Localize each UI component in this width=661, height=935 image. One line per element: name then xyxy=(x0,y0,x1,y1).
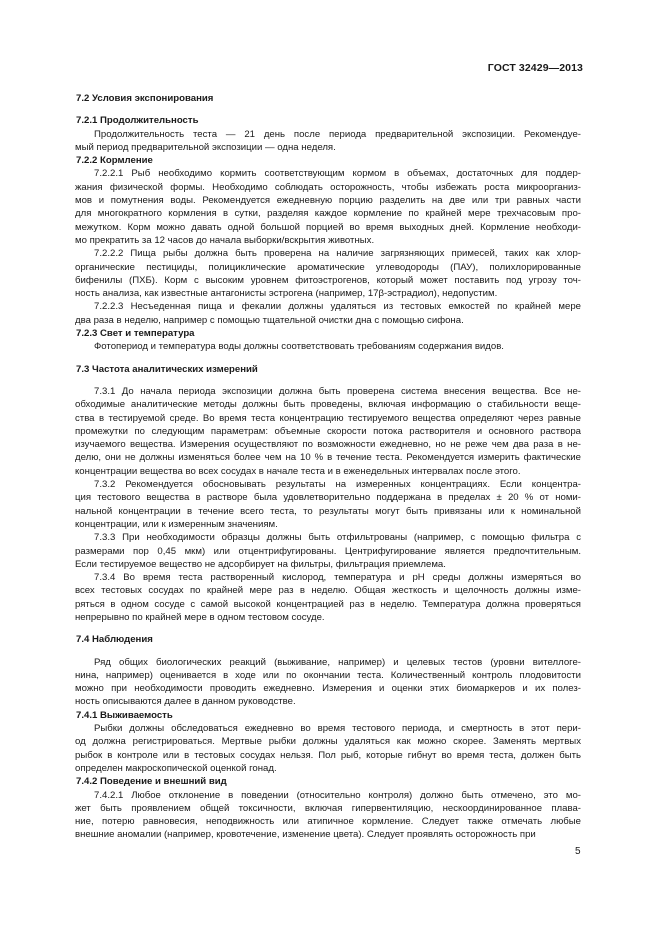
text-line: 7.3.2 Рекомендуется обосновывать результаты на измеренных концентрациях. Если концентра- xyxy=(94,479,581,491)
section-gap xyxy=(75,624,581,633)
text-line: жания физической формы. Необходимо соблюдать осторожность, чтобы избежать роста микроорганиз- xyxy=(75,181,581,193)
section-gap xyxy=(75,354,581,363)
text-line: межутком. Корм можно давать одной большой порцией во время выходных дней. Кормление необходи- xyxy=(75,221,581,233)
text-line: всех тестовых сосудах по крайней мере раз в неделю. Общая жесткость и щелочность должны изме- xyxy=(75,585,581,597)
text-line: бифенилы (ПХБ). Корм с высоким уровнем фитоэстрогенов, который может поставить под угрозу точ- xyxy=(75,274,581,286)
text-line: жет быть проявлением общей токсичности, включая гипервентиляцию, нескоординированное плава- xyxy=(75,802,581,814)
text-line: можно при необходимости проводить ежедневно. Измерения и оценки этих биомаркеров и их полез- xyxy=(75,683,581,695)
text-line: ние, потерю равновесия, неподвижность или атипичное кормление. Следует также отмечать любые xyxy=(75,816,581,828)
text-line: обходимые аналитические методы должны быть проведены, включая информацию о стабильности веще- xyxy=(75,399,581,411)
text-line: нальной концентрации в течение всего теста, то результаты могут быть привязаны или к номинальной xyxy=(75,505,581,517)
standard-number: ГОСТ 32429—2013 xyxy=(487,62,583,74)
paragraph xyxy=(75,478,581,531)
text-line: 7.4.2.1 Любое отклонение в поведении (относительно контроля) должно быть отмечено, это мо- xyxy=(94,789,581,801)
paragraph xyxy=(75,300,581,327)
paragraph xyxy=(75,385,581,478)
paragraph xyxy=(75,571,581,624)
text-line: для многократного кормления в сутки, разделяя каждое кормление по крайней мере трехчасовым про- xyxy=(75,208,581,220)
text-line: органические пестициды, полициклические ароматические углеводороды (ПАУ), полихлорированные xyxy=(75,261,581,273)
subsection-heading: 7.4.1 Выживаемость xyxy=(76,709,173,721)
text-line: размерами пор 0,45 мкм) или отцентрифугированы. Центрифугирование является предпочтительным. xyxy=(75,545,581,557)
text-line: ряться в одном сосуде с самой высокой концентрацией раз в неделю. Температура должна проверяться xyxy=(75,598,581,610)
text-line: нина, например) оценивается в ходе или по окончании теста. Количественный контроль плодовитости xyxy=(75,669,581,681)
document-body xyxy=(75,92,581,842)
paragraph xyxy=(75,340,581,353)
text-line: рыбок в контроле или в тестовых сосудах нельзя. Пол рыб, которые гибнут во время теста, должен быть xyxy=(75,749,581,761)
text-line: 7.3.3 При необходимости образцы должны быть отфильтрованы (например, с помощью фильтра с xyxy=(94,532,581,544)
paragraph xyxy=(75,167,581,247)
text-line: делю, они не должны изменяться более чем на 10 % в течение теста. Рекомендуется измерить фактические xyxy=(75,452,581,464)
text-line: Ряд общих биологических реакций (выживание, например) и целевых тестов (уровни вителлоге- xyxy=(94,656,581,668)
section-gap xyxy=(75,647,581,656)
subsection-heading: 7.2.2 Кормление xyxy=(76,155,153,167)
text-line: определен макроскопической оценкой гонад. xyxy=(75,762,277,774)
paragraph xyxy=(75,128,581,155)
subsection-heading: 7.2.1 Продолжительность xyxy=(76,115,199,127)
section-gap xyxy=(75,105,581,114)
text-line: 7.2.2.3 Несъеденная пища и фекалии должны удаляться из тестовых емкостей по крайней мере xyxy=(94,301,581,313)
text-line: Рыбки должны обследоваться ежедневно во время тестового периода, и смертность в этот пери- xyxy=(94,723,581,735)
text-line: концентрации, или к измеренным значениям. xyxy=(75,518,278,530)
subsection-heading: 7.2.3 Свет и температура xyxy=(76,328,195,340)
text-line: изучаемого вещества. Измерения осуществляют по возможности ежедневно, но не реже чем два раза в не- xyxy=(75,439,581,451)
paragraph xyxy=(75,656,581,709)
text-line: Продолжительность теста — 21 день после периода предварительной экспозиции. Рекомендуе- xyxy=(94,128,581,140)
text-line: ность анализа, как известные антагонисты эстрогена (например, 17β-эстрадиол), недопустим. xyxy=(75,288,498,300)
text-line: мов и помутнения воды. Рекомендуется ежедневную порцию разделить на две или три равных части xyxy=(75,195,581,207)
text-line: ства в тестируемой среде. Во время теста концентрацию тестируемого вещества определяют через равные xyxy=(75,412,581,424)
text-line: два раза в неделю, например с помощью тщательной очистки дна с помощью сифона. xyxy=(75,314,464,326)
text-line: 7.2.2.1 Рыб необходимо кормить соответствующим кормом в объемах, достаточных для поддер- xyxy=(94,168,581,180)
text-line: мый период предварительной экспозиции — одна неделя. xyxy=(75,141,336,153)
text-line: 7.3.4 Во время теста растворенный кислород, температура и pH среды должны измеряться во xyxy=(94,572,581,584)
section-gap xyxy=(75,376,581,385)
subsection-heading: 7.4.2 Поведение и внешний вид xyxy=(76,776,227,788)
section-heading: 7.3 Частота аналитических измерений xyxy=(76,363,258,375)
paragraph xyxy=(75,789,581,842)
text-line: внешние аномалии (например, кровотечение, изменение цвета). Следует проявлять осторожность при xyxy=(75,829,536,841)
page-number: 5 xyxy=(575,846,581,857)
section-heading: 7.2 Условия экспонирования xyxy=(76,93,214,104)
text-line: Фотопериод и температура воды должны соответствовать требованиям содержания видов. xyxy=(94,341,504,353)
paragraph xyxy=(75,722,581,775)
text-line: ция тестового вещества в растворе была удовлетворительно поддержана в пределах ± 20 % от номи- xyxy=(75,492,581,504)
section-heading: 7.4 Наблюдения xyxy=(76,634,153,646)
text-line: непрерывно по крайней мере в одном тестовом сосуде. xyxy=(75,611,325,623)
text-line: промежутки по следующим параметрам: объемные скорости потока растворителя и основного раствора xyxy=(75,425,581,437)
text-line: 7.2.2.2 Пища рыбы должна быть проверена на наличие загрязняющих примесей, таких как хлор- xyxy=(94,248,581,260)
text-line: ность описываются далее в данном руководстве. xyxy=(75,696,296,708)
paragraph xyxy=(75,247,581,300)
paragraph xyxy=(75,531,581,571)
text-line: концентрации вещества во всех сосудах в начале теста и в еженедельных интервалах после этого. xyxy=(75,465,521,477)
text-line: Если тестируемое вещество не адсорбирует на фильтры, фильтрация приемлема. xyxy=(75,558,446,570)
text-line: од должна регистрироваться. Мертвые рыбки должны удаляться как можно скорее. Заменять мертвых xyxy=(75,736,581,748)
text-line: мо прекратить за 12 часов до начала выборки/вскрытия животных. xyxy=(75,234,375,246)
text-line: 7.3.1 До начала периода экспозиции должна быть проверена система внесения вещества. Все не- xyxy=(94,385,581,397)
